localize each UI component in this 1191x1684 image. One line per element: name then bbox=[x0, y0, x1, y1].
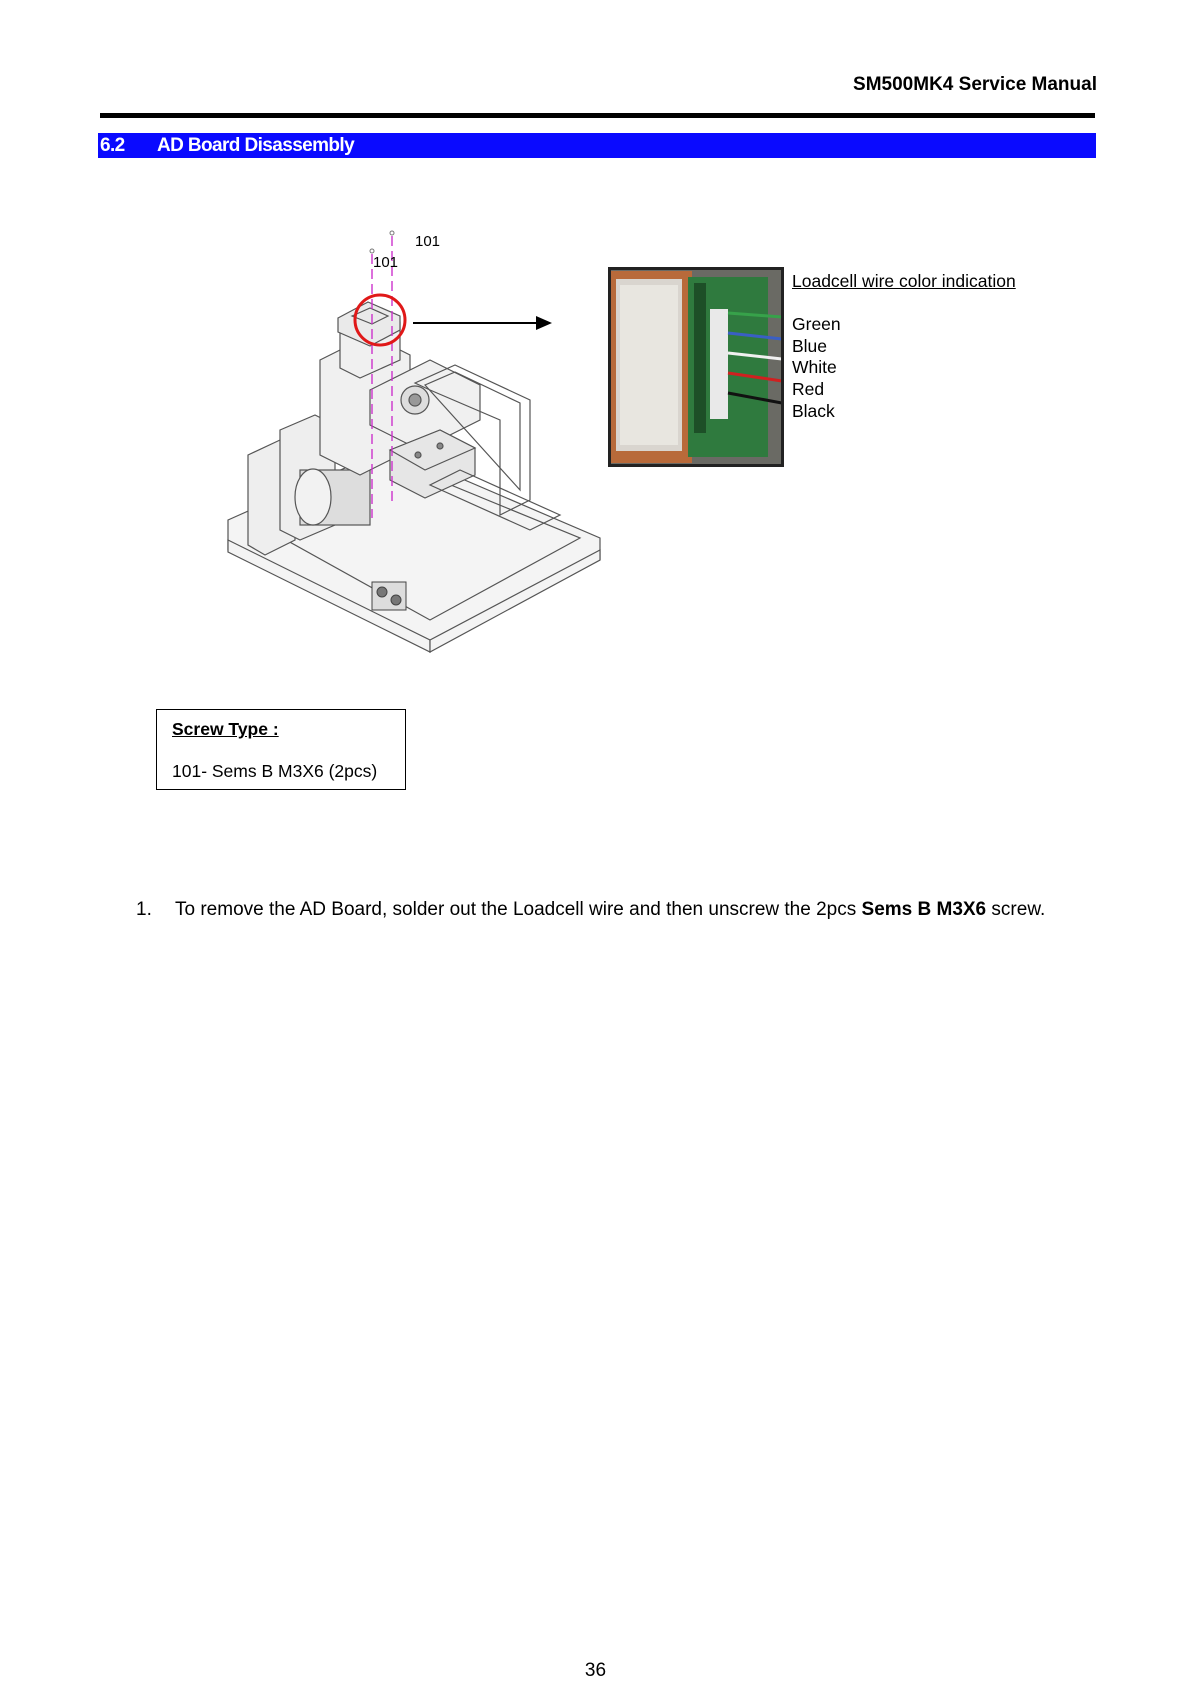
section-number: 6.2 bbox=[100, 135, 125, 156]
loadcell-wire-legend bbox=[792, 271, 1016, 423]
wire-color-red: Red bbox=[792, 379, 825, 400]
page-number: 36 bbox=[584, 1660, 607, 1681]
step-text-emphasis: Sems B M3X6 bbox=[861, 899, 987, 920]
step-number: 1. bbox=[136, 899, 152, 920]
section-heading bbox=[98, 133, 1096, 158]
wire-color-black: Black bbox=[792, 400, 835, 421]
wire-legend-heading: Loadcell wire color indication bbox=[792, 271, 1016, 291]
step-text bbox=[175, 898, 1075, 922]
wire-color-blue: Blue bbox=[792, 335, 828, 356]
step-text-part: screw. bbox=[986, 899, 1046, 920]
manual-title: SM500MK4 Service Manual bbox=[853, 74, 1097, 95]
wire-color-white: White bbox=[792, 357, 837, 378]
header-rule bbox=[100, 113, 1095, 118]
screw-type-item: 101- Sems B M3X6 (2pcs) bbox=[172, 761, 378, 781]
callout-label: 101 bbox=[415, 233, 441, 250]
callout-label: 101 bbox=[373, 254, 399, 271]
section-title: AD Board Disassembly bbox=[157, 135, 355, 156]
step-text-part: To remove the AD Board, solder out the Loadcell wire and then unscrew the 2pcs bbox=[175, 899, 862, 920]
wire-color-green: Green bbox=[792, 313, 841, 334]
ad-board-photo bbox=[608, 267, 784, 467]
screw-type-box bbox=[156, 709, 406, 790]
arrow-right-icon bbox=[413, 316, 552, 330]
scale-assembly-exploded-drawing bbox=[200, 220, 620, 670]
screw-type-heading: Screw Type : bbox=[172, 719, 279, 739]
